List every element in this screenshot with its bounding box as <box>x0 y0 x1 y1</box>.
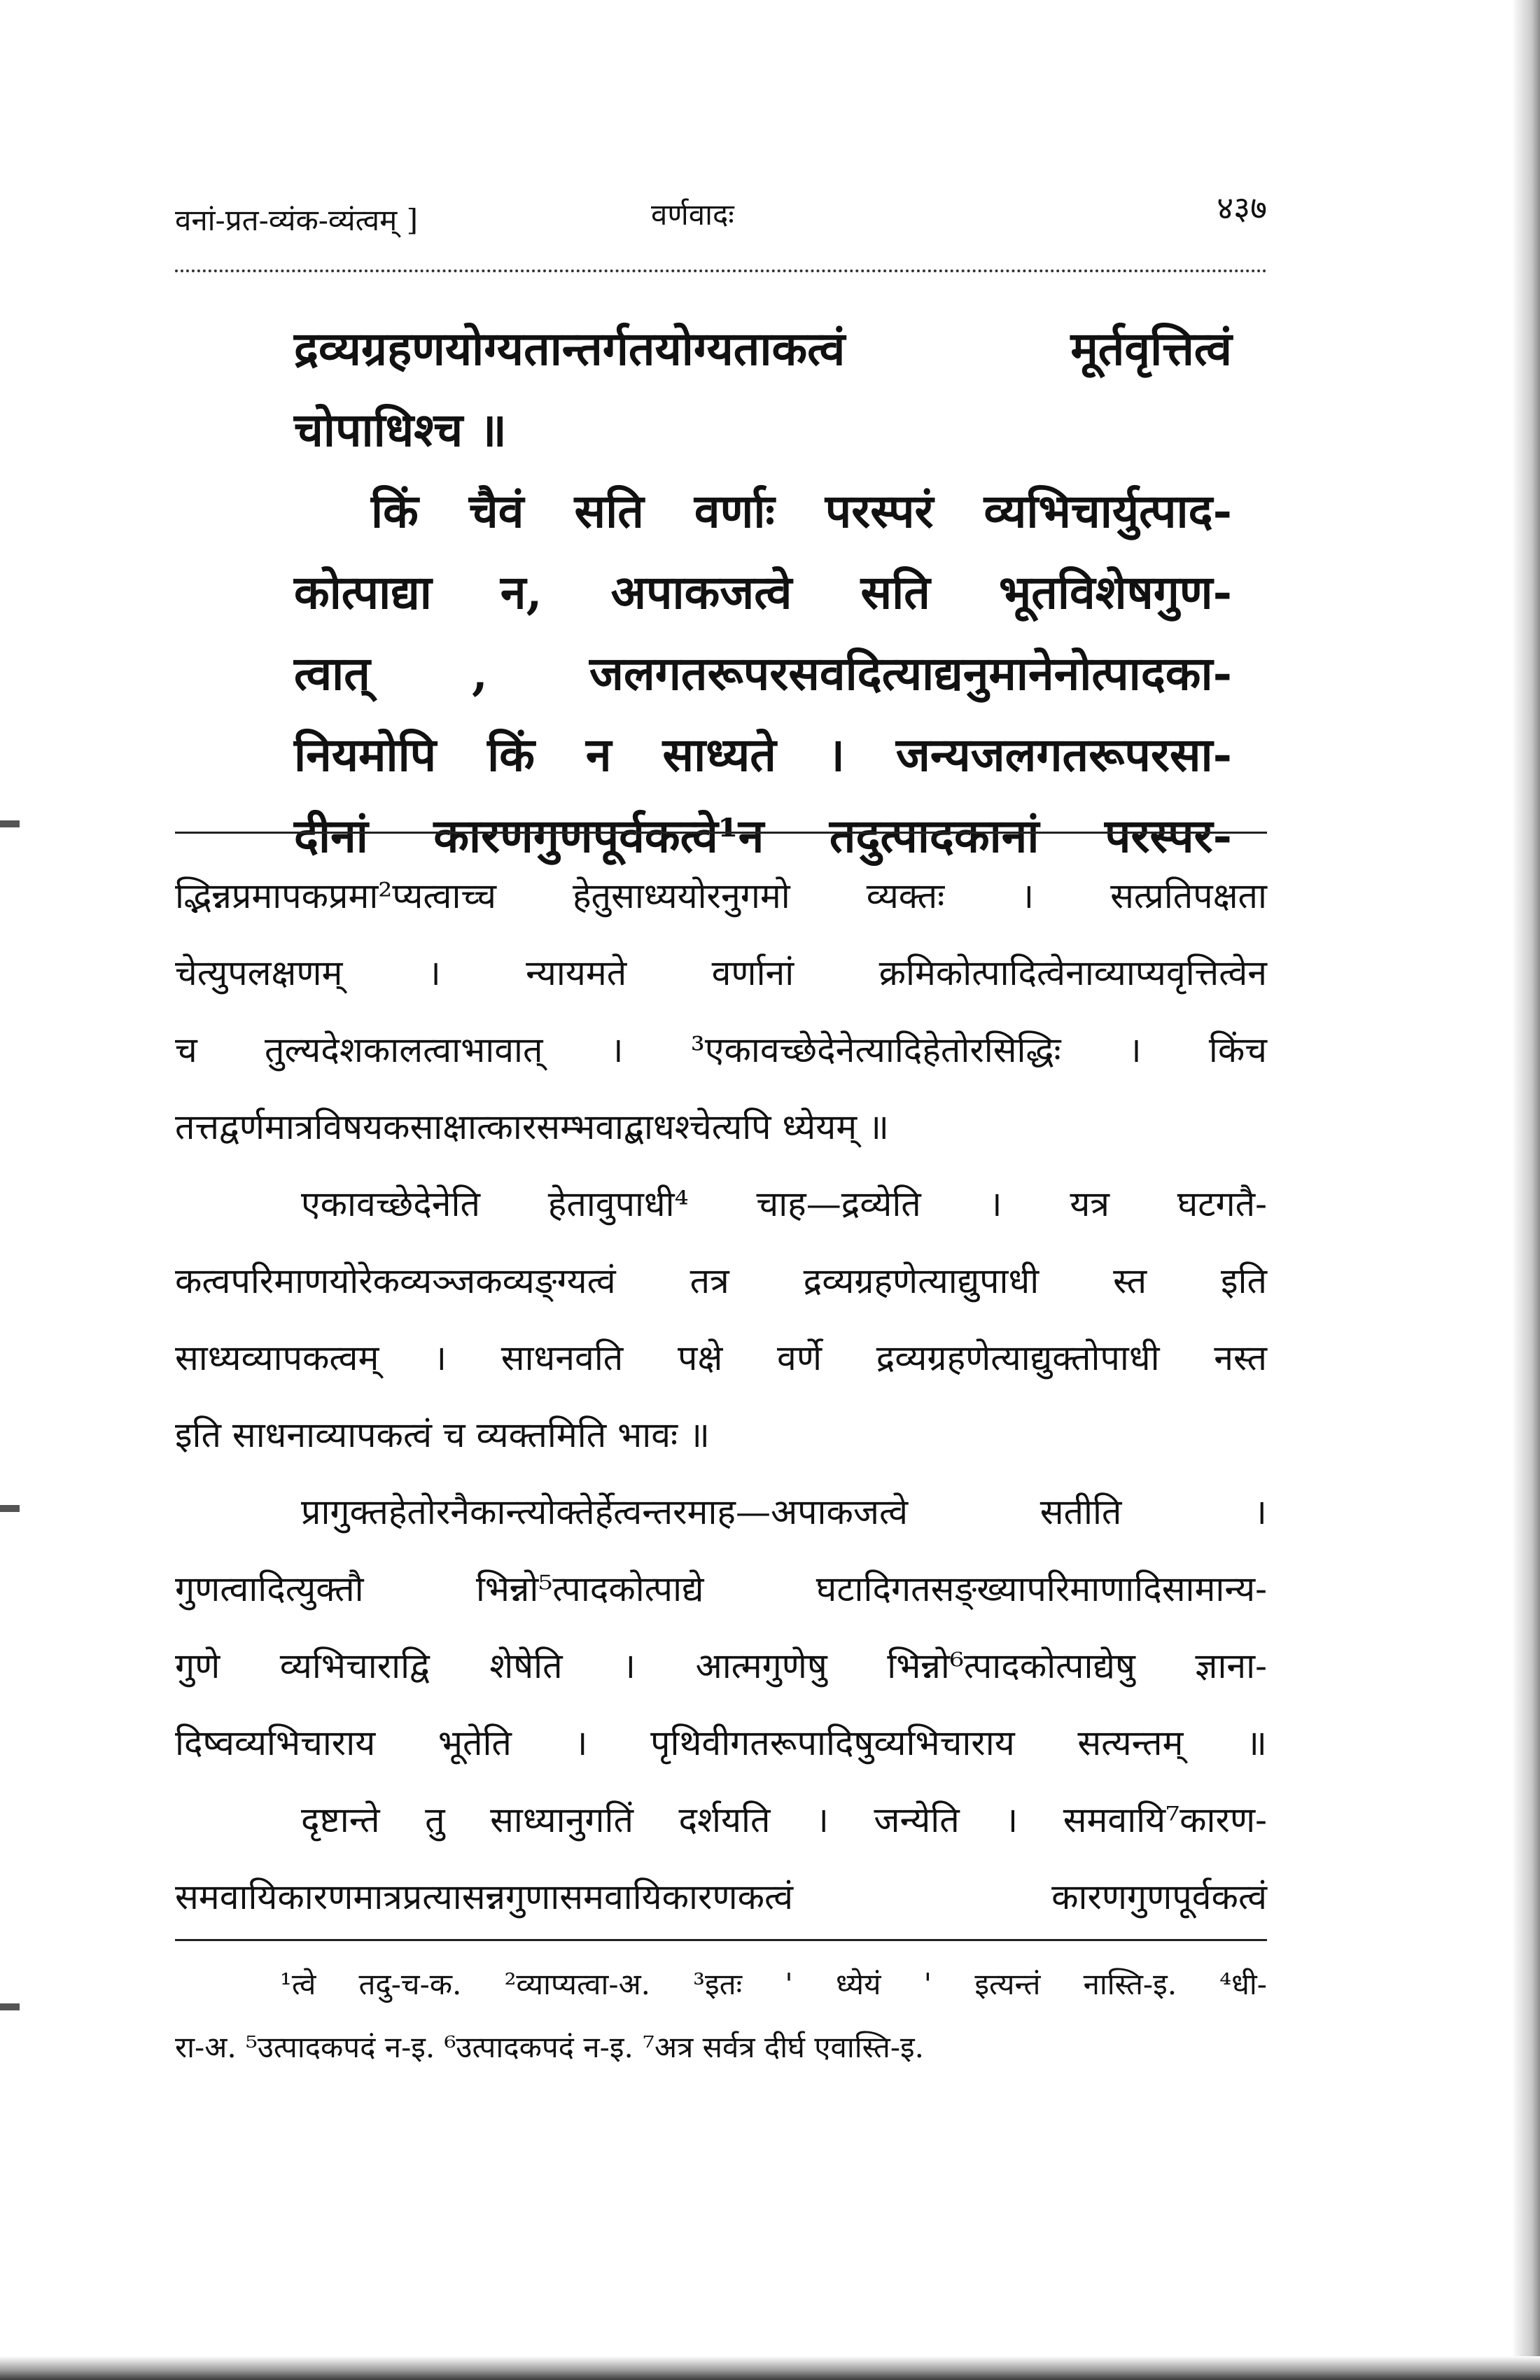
main-line: कोत्पाद्या न, अपाकजत्वे सति भूतविशेषगुण- <box>294 565 1232 620</box>
main-line: द्रव्यग्रहणयोग्यतान्तर्गतयोग्यताकत्वं मूर्तवृत्तित्वं <box>294 321 1232 376</box>
main-line: चोपाधिश्च ॥ <box>294 402 507 457</box>
page-number: ४३७ <box>1217 189 1267 227</box>
main-line: दीनां कारणगुणपूर्वकत्वे¹न तदुत्पादकानां परस्पर- <box>294 808 1232 863</box>
binding-mark <box>0 820 20 827</box>
binding-mark <box>0 1505 20 1512</box>
main-line: त्वात् , जलगतरूपरसवदित्याद्यनुमानेनोत्पादका- <box>294 646 1232 701</box>
commentary-line: गुणे व्यभिचाराद्वि शेषेति । आत्मगुणेषु भिन्नो⁶त्पादकोत्पाद्येषु ज्ञाना- <box>175 1646 1267 1686</box>
commentary-line: च तुल्यदेशकालत्वाभावात् । ³एकावच्छेदेनेत्यादिहेतोरसिद्धिः । किंच <box>175 1030 1267 1070</box>
commentary-line: प्रागुक्तहेतोरनैकान्त्योक्तेर्हेत्वन्तरमाह—अपाकजत्वे सतीति । <box>301 1492 1267 1532</box>
main-line: किं चैवं सति वर्णाः परस्परं व्यभिचार्युत्पाद- <box>371 484 1232 538</box>
commentary-line: गुणत्वादित्युक्तौ भिन्नो⁵त्पादकोत्पाद्ये घटादिगतसङ्ख्यापरिमाणादिसामान्य- <box>175 1569 1267 1609</box>
header-title: वर्णवादः <box>651 197 734 232</box>
commentary-line: समवायिकारणमात्रप्रत्यासन्नगुणासमवायिकारणकत्वं कारणगुणपूर्वकत्वं <box>175 1877 1267 1917</box>
footnote-line: ¹त्वे तदु-च-क. ²व्याप्यत्वा-अ. ³इतः ' ध्येयं ' इत्यन्तं नास्ति-इ. ⁴धी- <box>280 1967 1267 2001</box>
commentary-line: इति साधनाव्यापकत्वं च व्यक्तमिति भावः ॥ <box>175 1415 710 1455</box>
footnotes <box>175 1953 1267 2079</box>
main-text-rule <box>175 832 1267 834</box>
commentary-line: दृष्टान्ते तु साध्यानुगतिं दर्शयति । जन्येति । समवायि⁷कारण- <box>301 1800 1267 1840</box>
commentary-line: एकावच्छेदेनेति हेतावुपाधी⁴ चाह—द्रव्येति । यत्र घटगतै- <box>301 1184 1267 1224</box>
header-section-label: वनां-प्रत-व्यंक-व्यंत्वम् ] <box>175 203 418 237</box>
footnote-rule <box>175 1939 1267 1941</box>
commentary-line: द्भिन्नप्रमापकप्रमा²प्यत्वाच्च हेतुसाध्ययोरनुगमो व्यक्तः । सत्प्रतिपक्षता <box>175 876 1267 916</box>
commentary-text <box>175 858 1267 1935</box>
page-edge-right <box>1512 0 1540 2380</box>
footnote-line: रा-अ. ⁵उत्पादकपदं न-इ. ⁶उत्पादकपदं न-इ. ⁷अत्र सर्वत्र दीर्घ एवास्ति-इ. <box>175 2030 925 2064</box>
header-rule <box>175 270 1267 272</box>
commentary-line: कत्वपरिमाणयोरेकव्यञ्जकव्यङ्ग्यत्वं तत्र द्रव्यग्रहणेत्याद्युपाधी स्त इति <box>175 1261 1267 1301</box>
commentary-line: तत्तद्वर्णमात्रविषयकसाक्षात्कारसम्भवाद्बाधश्चेत्यपि ध्येयम् ॥ <box>175 1107 889 1147</box>
commentary-line: दिष्वव्यभिचाराय भूतेति । पृथिवीगतरूपादिषुव्यभिचाराय सत्यन्तम् ॥ <box>175 1723 1267 1763</box>
binding-mark <box>0 2003 20 2010</box>
commentary-line: साध्यव्यापकत्वम् । साधनवति पक्षे वर्णे द्रव्यग्रहणेत्याद्युक्तोपाधी नस्त <box>175 1338 1267 1378</box>
page-edge-bottom <box>0 2356 1540 2380</box>
main-line: नियमोपि किं न साध्यते । जन्यजलगतरूपरसा- <box>294 727 1232 782</box>
commentary-line: चेत्युपलक्षणम् । न्यायमते वर्णानां क्रमिकोत्पादित्वेनाव्याप्यवृत्तित्वेन <box>175 953 1267 993</box>
running-header <box>175 178 1267 237</box>
main-text <box>294 308 1232 876</box>
